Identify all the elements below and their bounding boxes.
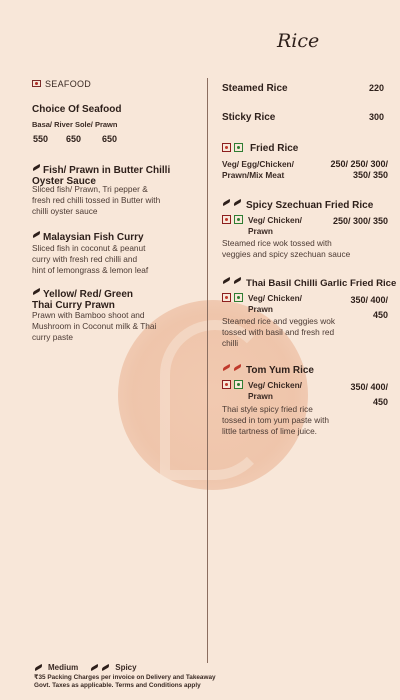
item-name-cont: Thai Curry Prawn [32,300,115,311]
price-line: 450 [372,397,388,407]
szechuan-name: Spicy Szechuan Fried Rice [246,200,374,211]
steamed-rice-name: Steamed Rice [222,83,288,94]
fried-rice-header [222,143,298,154]
chili-spicy-icon [222,200,232,206]
item-name: Yellow/ Red/ Green [43,289,134,300]
desc-line: little tartness of lime juice. [222,426,317,436]
price-line: 350/ 400/ [350,295,388,305]
item-description [32,243,148,276]
desc-line: curry with fresh red chilli and [32,254,138,264]
tom-yum-name: Tom Yum Rice [246,365,314,376]
variants-line: Veg/ Chicken/ [248,215,302,225]
desc-line: chilli [222,338,239,348]
price-line: 350/ 350 [352,170,388,180]
item-name: Malaysian Fish Curry [43,232,144,243]
szechuan-price: 250/ 300/ 350 [332,216,388,226]
variants-line: Prawn [248,304,273,314]
tom-yum-variants-row [222,380,302,402]
desc-line: tossed with basil and fresh red [222,327,335,337]
variants-line: Prawn [248,391,273,401]
seafood-section-label: SEAFOOD [45,79,92,89]
price-line: 450 [372,310,388,320]
variants-line: Veg/ Chicken/ [248,380,302,390]
thai-basil-variants-row [222,293,302,315]
szechuan-variants [248,215,302,237]
szechuan-description [222,238,350,260]
desc-line: fresh red chilli tossed in Butter with [32,195,161,205]
rice-section-title: Rice [277,30,320,52]
menu-item [32,232,144,243]
menu-item [32,289,133,311]
footer-packing-charges: ₹35 Packing Charges per invoice on Delivery and Takeaway [34,674,216,681]
column-divider [207,78,208,663]
desc-line: Prawn with Bamboo shoot and [32,310,145,320]
thai-basil-prices [330,293,388,323]
veg-icon [234,293,243,302]
non-veg-icon [222,143,231,152]
item-name: Fish/ Prawn in Butter Chilli [43,165,171,176]
variants-line: Prawn/Mix Meat [222,170,285,180]
price-line: 250/ 250/ 300/ [330,159,388,169]
chili-medium-icon [32,232,42,238]
variants-line: Veg/ Chicken/ [248,293,302,303]
desc-line: chilli oyster sauce [32,206,98,216]
tom-yum-header [222,365,314,376]
desc-line: Sliced fish/ Prawn, Tri pepper & [32,184,148,194]
chili-hot-icon [222,365,232,371]
thai-basil-variants [248,293,302,315]
chili-spicy-icon [101,665,111,671]
choice-price-basa: 550 [33,134,49,144]
chili-hot-icon [233,365,243,371]
footer-terms: Govt. Taxes as applicable. Terms and Conditions apply [34,682,201,689]
chili-spicy-icon [233,278,243,284]
chili-spicy-icon [90,665,100,671]
choice-options: Basa/ River Sole/ Prawn [32,120,118,129]
szechuan-header [222,200,373,211]
chili-medium-icon [32,289,42,295]
tom-yum-prices [330,380,388,410]
choice-price-river-sole: 650 [66,134,82,144]
non-veg-icon [222,380,231,389]
non-veg-icon [222,293,231,302]
steamed-rice-price: 220 [369,83,385,93]
thai-basil-description [222,316,335,349]
footer-notes [34,674,216,690]
spice-legend [34,663,137,672]
desc-line: hint of lemongrass & lemon leaf [32,265,149,275]
sticky-rice-name: Sticky Rice [222,112,276,123]
non-veg-icon [222,215,231,224]
desc-line: Steamed rice and veggies wok [222,316,335,326]
fried-rice-name: Fried Rice [250,143,299,154]
variants-line: Veg/ Egg/Chicken/ [222,159,294,169]
chili-medium-icon [32,165,42,171]
desc-line: Mushroom in Coconut milk & Thai [32,321,157,331]
tom-yum-variants [248,380,302,402]
item-description [32,184,160,217]
veg-icon [234,215,243,224]
desc-line: Thai style spicy fried rice [222,404,313,414]
legend-spicy-label: Spicy [115,663,137,672]
choice-of-seafood-title: Choice Of Seafood [32,104,122,115]
fried-rice-variants [222,159,294,181]
desc-line: Sliced fish in coconut & peanut [32,243,146,253]
chili-medium-icon [34,665,44,671]
veg-icon [234,143,243,152]
legend-medium-label: Medium [48,663,79,672]
item-description [32,310,156,343]
seafood-section-header [32,79,91,89]
szechuan-variants-row [222,215,302,237]
desc-line: veggies and spicy szechuan sauce [222,249,351,259]
non-veg-flag-icon [32,80,41,87]
sticky-rice-price: 300 [369,112,385,122]
choice-price-prawn: 650 [102,134,118,144]
chili-spicy-icon [233,200,243,206]
price-line: 350/ 400/ [350,382,388,392]
desc-line: tossed in tom yum paste with [222,415,329,425]
chili-spicy-icon [222,278,232,284]
desc-line: Steamed rice wok tossed with [222,238,332,248]
thai-basil-header [222,278,396,289]
veg-icon [234,380,243,389]
thai-basil-name: Thai Basil Chilli Garlic Fried Rice [246,278,397,289]
desc-line: curry paste [32,332,74,342]
fried-rice-prices [324,159,388,181]
tom-yum-description [222,404,329,437]
variants-line: Prawn [248,226,273,236]
item-name-cont: Oyster Sauce [32,176,96,187]
